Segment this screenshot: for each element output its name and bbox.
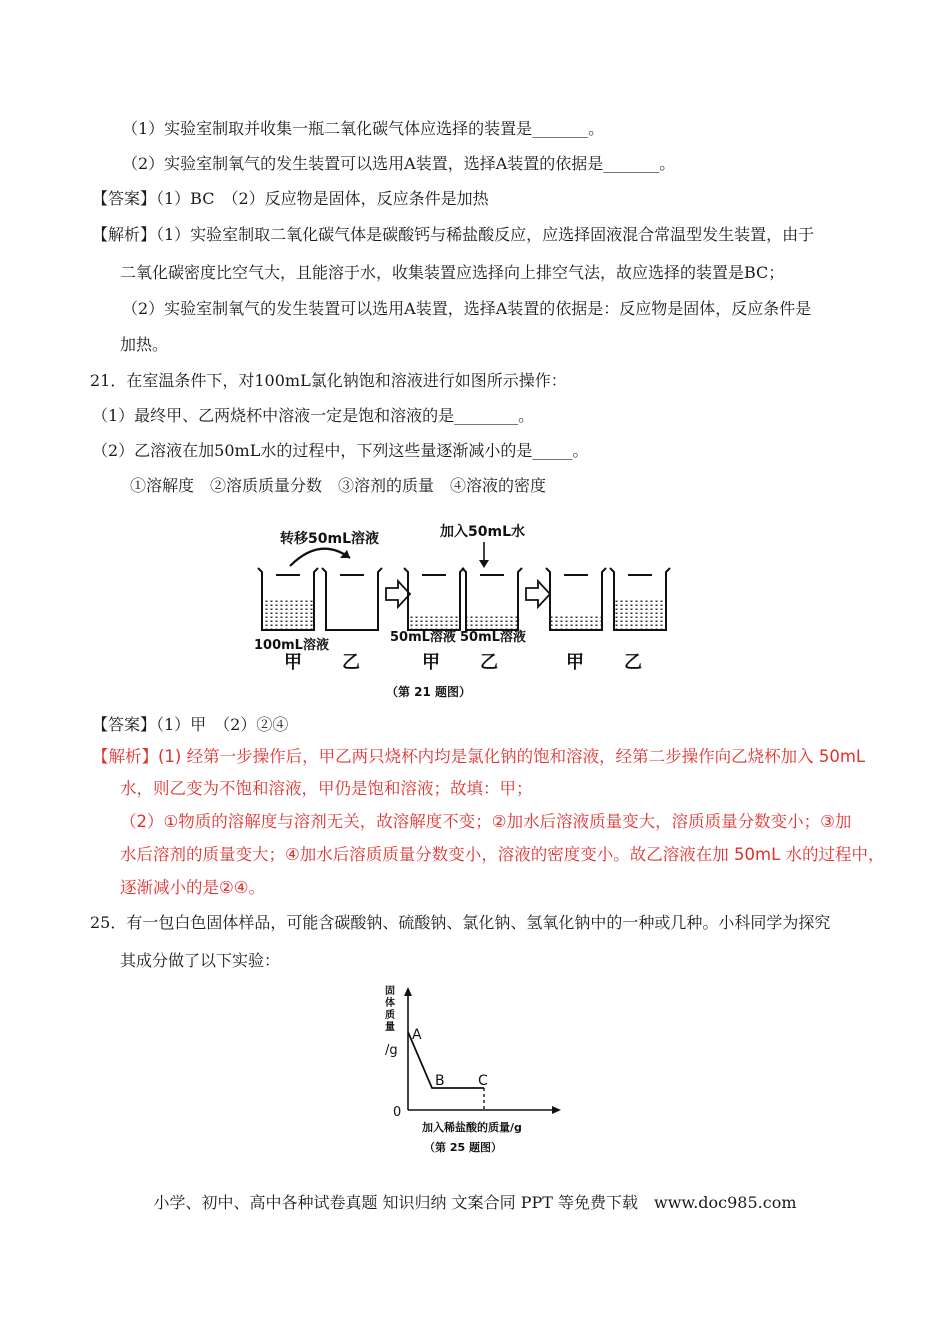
q21-stem: 21．在室温条件下，对100mL氯化钠饱和溶液进行如图所示操作： — [90, 371, 567, 390]
point-a-label: A — [412, 1027, 422, 1043]
page-footer: 小学、初中、高中各种试卷真题 知识归纳 文案合同 PPT 等免费下载 www.doc985.com — [153, 1193, 797, 1212]
add-water-label: 加入50mL水 — [440, 524, 525, 540]
beaker-stage3-jia — [546, 568, 606, 630]
q20-analysis-2a: （2）实验室制氧气的发生装置可以选用A装置，选择A装置的依据是：反应物是固体，反应条件是 — [122, 299, 812, 318]
ylabel-char-1: 固 — [385, 986, 395, 997]
figure25-caption: （第 25 题图） — [424, 1141, 502, 1154]
beaker-stage2-yi — [462, 568, 522, 630]
ylabel-char-3: 质 — [385, 1010, 395, 1021]
label-jia-3: 甲 — [566, 652, 584, 673]
q21-analysis-line5: 逐渐减小的是②④。 — [120, 878, 266, 897]
q21-analysis-line3: （2）①物质的溶解度与溶剂无关，故溶解度不变；②加水后溶液质量变大，溶质质量分数变小；③加 — [120, 812, 852, 831]
q21-analysis-line2: 水，则乙变为不饱和溶液，甲仍是饱和溶液；故填：甲； — [120, 779, 533, 798]
origin-label: 0 — [393, 1105, 402, 1120]
q20-analysis-2b: 加热。 — [120, 335, 169, 354]
ylabel-char-4: 量 — [385, 1022, 395, 1033]
q21-analysis-line1: 【解析】(1) 经第一步操作后，甲乙两只烧杯内均是氯化钠的饱和溶液，经第二步操作向乙烧杯加入 50mL — [92, 747, 866, 766]
y-axis-arrow — [404, 987, 412, 996]
label-yi-2: 乙 — [480, 652, 498, 673]
x-axis-label: 加入稀盐酸的质量/g — [422, 1121, 522, 1134]
volume-label-50ml-yi: 50mL溶液 — [460, 630, 526, 645]
add-water-arrowhead — [479, 560, 489, 568]
q20-part1: （1）实验室制取并收集一瓶二氧化碳气体应选择的装置是_______。 — [122, 119, 605, 138]
q21-beaker-figure — [250, 516, 700, 704]
label-jia-1: 甲 — [284, 652, 302, 673]
point-b-label: B — [435, 1073, 445, 1089]
q20-analysis-1b: 二氧化碳密度比空气大，且能溶于水，收集装置应选择向上排空气法，故应选择的装置是BC； — [120, 263, 785, 282]
beaker-stage1-yi — [322, 568, 382, 630]
q20-analysis-1a: 【解析】（1）实验室制取二氧化碳气体是碳酸钙与稀盐酸反应，应选择固液混合常温型发生装置，由于 — [92, 225, 815, 244]
point-c-label: C — [478, 1073, 488, 1089]
transfer-label: 转移50mL溶液 — [280, 531, 379, 547]
figure21-caption: （第 21 题图） — [386, 685, 472, 699]
q21-options: ①溶解度 ②溶质质量分数 ③溶剂的质量 ④溶液的密度 — [130, 476, 547, 495]
label-yi-3: 乙 — [624, 652, 642, 673]
label-yi-1: 乙 — [342, 652, 360, 673]
x-axis-arrow — [552, 1106, 561, 1114]
q21-part1: （1）最终甲、乙两烧杯中溶液一定是饱和溶液的是________。 — [92, 406, 535, 425]
beaker-stage1-jia — [258, 568, 318, 630]
beaker-stage2-jia — [404, 568, 464, 630]
q21-answer: 【答案】（1）甲 （2）②④ — [92, 715, 289, 734]
q25-stem-a: 25．有一包白色固体样品，可能含碳酸钠、硫酸钠、氯化钠、氢氧化钠中的一种或几种。小科同学为探究 — [90, 913, 831, 932]
beaker-stage3-yi — [610, 568, 670, 630]
q25-stem-b: 其成分做了以下实验： — [120, 951, 281, 970]
q25-graph-figure — [372, 984, 572, 1160]
process-arrow-1 — [386, 581, 410, 607]
q21-part2: （2）乙溶液在加50mL水的过程中，下列这些量逐渐减小的是_____。 — [92, 441, 589, 460]
q21-analysis-line4: 水后溶剂的质量变大；④加水后溶质质量分数变小，溶液的密度变小。故乙溶液在加 50mL 水的过程中， — [120, 845, 885, 864]
process-arrow-2 — [526, 581, 550, 607]
q20-part2: （2）实验室制氧气的发生装置可以选用A装置，选择A装置的依据是_______。 — [122, 154, 676, 173]
volume-label-100ml: 100mL溶液 — [254, 638, 329, 653]
ylabel-char-2: 体 — [385, 998, 395, 1009]
y-unit: /g — [385, 1043, 398, 1058]
volume-label-50ml-jia: 50mL溶液 — [390, 630, 456, 645]
label-jia-2: 甲 — [422, 652, 440, 673]
q20-answer: 【答案】（1）BC （2）反应物是固体，反应条件是加热 — [92, 189, 489, 208]
